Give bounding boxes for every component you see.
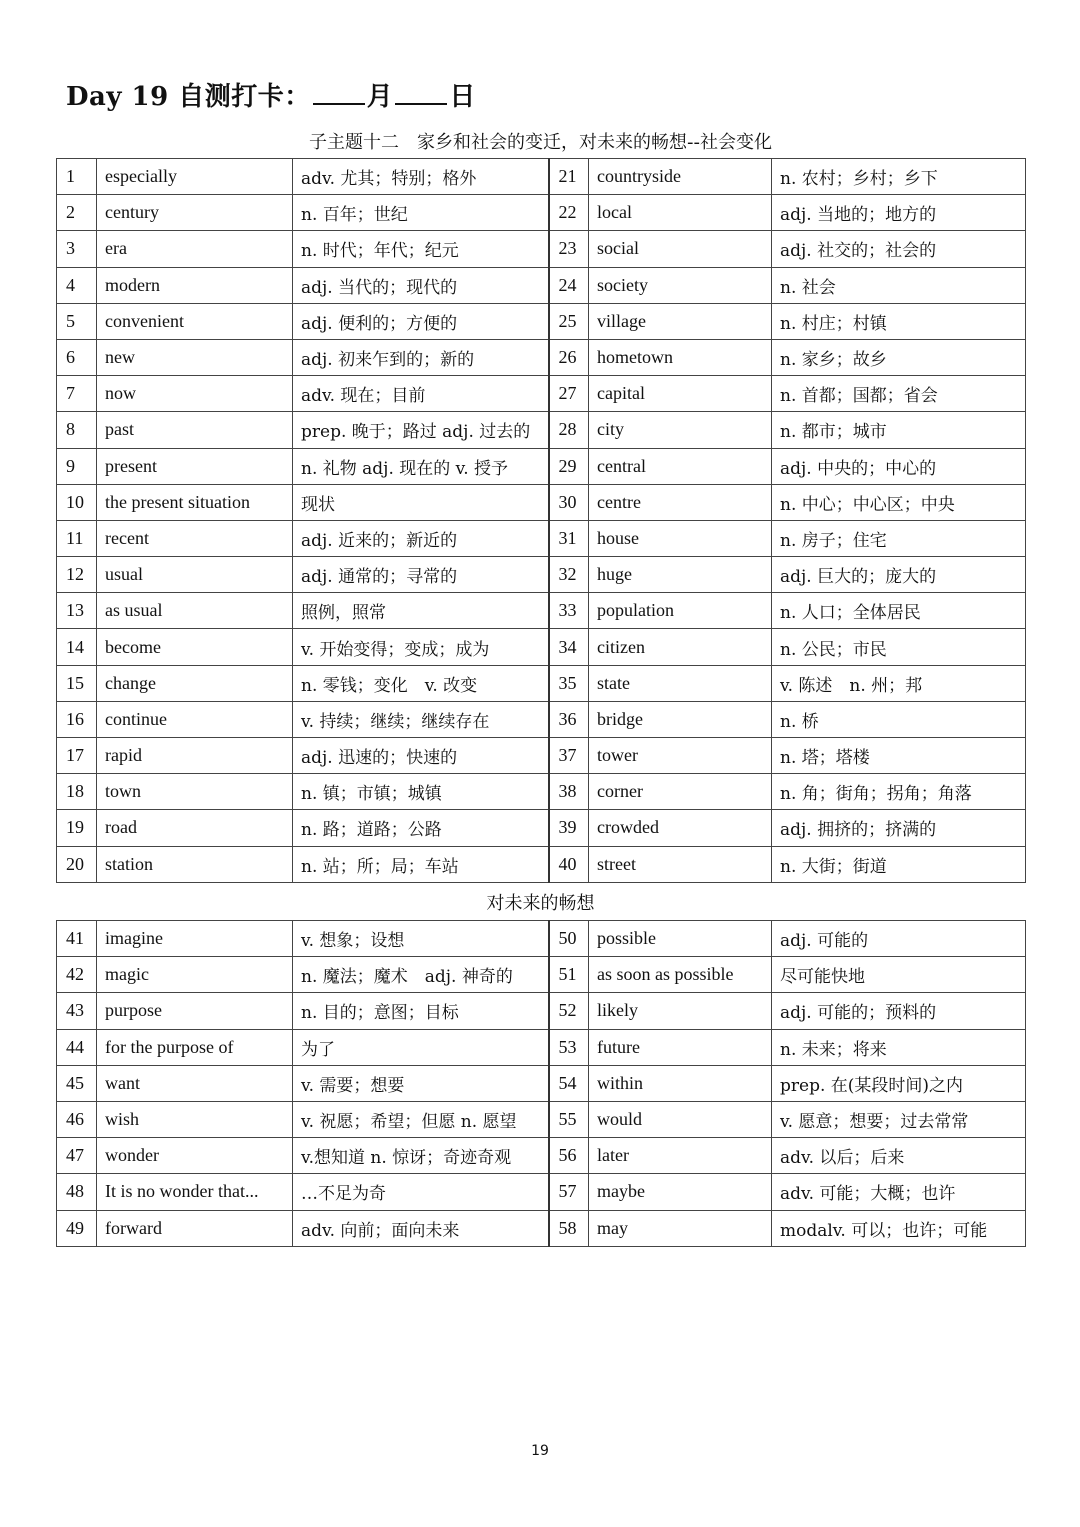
title-prefix: Day 19 自测打卡： — [66, 82, 311, 112]
entry-number: 41 — [57, 921, 97, 957]
entry-definition: n. 镇；市镇；城镇 — [293, 774, 549, 810]
page-number: 19 — [531, 1443, 549, 1459]
entry-word: It is no wonder that... — [97, 1174, 293, 1210]
entry-number: 54 — [549, 1065, 589, 1101]
entry-number: 33 — [549, 593, 589, 629]
entry-number: 15 — [57, 665, 97, 701]
entry-definition: prep. 晚于；路过 adj. 过去的 — [293, 412, 549, 448]
entry-word: may — [589, 1210, 772, 1246]
entry-number: 31 — [549, 520, 589, 556]
entry-number: 14 — [57, 629, 97, 665]
entry-definition: n. 都市；城市 — [772, 412, 1026, 448]
entry-word: would — [589, 1101, 772, 1137]
table-row — [57, 1029, 1026, 1065]
table-row — [57, 1065, 1026, 1101]
entry-definition: n. 百年；世纪 — [293, 195, 549, 231]
section2-title: 对未来的畅想 — [486, 893, 595, 914]
entry-number: 24 — [549, 267, 589, 303]
entry-definition: v. 需要；想要 — [293, 1065, 549, 1101]
entry-number: 6 — [57, 339, 97, 375]
entry-number: 38 — [549, 774, 589, 810]
entry-definition: adj. 初来乍到的；新的 — [293, 339, 549, 375]
entry-number: 22 — [549, 195, 589, 231]
entry-word: present — [97, 448, 293, 484]
entry-definition: adv. 向前；面向未来 — [293, 1210, 549, 1246]
entry-definition: v. 祝愿；希望；但愿 n. 愿望 — [293, 1101, 549, 1137]
entry-definition: adv. 可能；大概；也许 — [772, 1174, 1026, 1210]
entry-definition: …不足为奇 — [293, 1174, 549, 1210]
entry-number: 50 — [549, 921, 589, 957]
entry-number: 2 — [57, 195, 97, 231]
entry-number: 51 — [549, 957, 589, 993]
entry-definition: adj. 中央的；中心的 — [772, 448, 1026, 484]
entry-number: 25 — [549, 303, 589, 339]
table-row — [57, 593, 1026, 629]
entry-word: city — [589, 412, 772, 448]
entry-definition: n. 农村；乡村；乡下 — [772, 159, 1026, 195]
table-row — [57, 738, 1026, 774]
entry-number: 12 — [57, 557, 97, 593]
entry-word: bridge — [589, 701, 772, 737]
entry-definition: n. 首都；国都；省会 — [772, 376, 1026, 412]
entry-word: convenient — [97, 303, 293, 339]
entry-definition: n. 家乡；故乡 — [772, 339, 1026, 375]
entry-word: change — [97, 665, 293, 701]
entry-word: continue — [97, 701, 293, 737]
entry-word: especially — [97, 159, 293, 195]
entry-definition: 照例，照常 — [293, 593, 549, 629]
entry-word: corner — [589, 774, 772, 810]
entry-number: 40 — [549, 846, 589, 882]
entry-word: for the purpose of — [97, 1029, 293, 1065]
table-row — [57, 303, 1026, 339]
entry-number: 11 — [57, 520, 97, 556]
entry-definition: adv. 以后；后来 — [772, 1138, 1026, 1174]
entry-word: hometown — [589, 339, 772, 375]
entry-definition: n. 中心；中心区；中央 — [772, 484, 1026, 520]
entry-word: crowded — [589, 810, 772, 846]
vocab-table-social-change — [56, 158, 1026, 883]
entry-definition: adj. 通常的；寻常的 — [293, 557, 549, 593]
entry-definition: adj. 当地的；地方的 — [772, 195, 1026, 231]
table-row — [57, 484, 1026, 520]
entry-definition: adj. 社交的；社会的 — [772, 231, 1026, 267]
entry-word: central — [589, 448, 772, 484]
entry-number: 42 — [57, 957, 97, 993]
entry-word: future — [589, 1029, 772, 1065]
entry-definition: n. 公民；市民 — [772, 629, 1026, 665]
entry-definition: n. 未来；将来 — [772, 1029, 1026, 1065]
entry-number: 53 — [549, 1029, 589, 1065]
entry-number: 10 — [57, 484, 97, 520]
entry-number: 13 — [57, 593, 97, 629]
table-row — [57, 629, 1026, 665]
table-row — [57, 339, 1026, 375]
entry-number: 45 — [57, 1065, 97, 1101]
entry-definition: adv. 尤其；特别；格外 — [293, 159, 549, 195]
entry-number: 23 — [549, 231, 589, 267]
entry-number: 49 — [57, 1210, 97, 1246]
entry-word: society — [589, 267, 772, 303]
entry-number: 57 — [549, 1174, 589, 1210]
table-body — [57, 921, 1026, 1247]
entry-definition: adj. 可能的；预料的 — [772, 993, 1026, 1029]
entry-definition: n. 房子；住宅 — [772, 520, 1026, 556]
entry-word: past — [97, 412, 293, 448]
entry-number: 20 — [57, 846, 97, 882]
entry-definition: n. 村庄；村镇 — [772, 303, 1026, 339]
entry-number: 36 — [549, 701, 589, 737]
entry-word: forward — [97, 1210, 293, 1246]
entry-number: 5 — [57, 303, 97, 339]
entry-definition: adj. 迅速的；快速的 — [293, 738, 549, 774]
table-row — [57, 267, 1026, 303]
month-label: 月 — [366, 82, 394, 112]
entry-word: tower — [589, 738, 772, 774]
entry-definition: n. 人口；全体居民 — [772, 593, 1026, 629]
entry-number: 17 — [57, 738, 97, 774]
entry-definition: prep. 在(某段时间)之内 — [772, 1065, 1026, 1101]
entry-definition: n. 魔法；魔术 adj. 神奇的 — [293, 957, 549, 993]
entry-number: 48 — [57, 1174, 97, 1210]
entry-word: village — [589, 303, 772, 339]
table-row — [57, 993, 1026, 1029]
entry-definition: adj. 便利的；方便的 — [293, 303, 549, 339]
entry-word: social — [589, 231, 772, 267]
entry-definition: v. 持续；继续；继续存在 — [293, 701, 549, 737]
entry-word: the present situation — [97, 484, 293, 520]
table-row — [57, 557, 1026, 593]
table-row — [57, 412, 1026, 448]
entry-definition: 尽可能快地 — [772, 957, 1026, 993]
entry-word: imagine — [97, 921, 293, 957]
entry-definition: n. 社会 — [772, 267, 1026, 303]
entry-word: recent — [97, 520, 293, 556]
entry-number: 16 — [57, 701, 97, 737]
entry-word: maybe — [589, 1174, 772, 1210]
entry-number: 19 — [57, 810, 97, 846]
entry-number: 7 — [57, 376, 97, 412]
table-row — [57, 520, 1026, 556]
entry-word: purpose — [97, 993, 293, 1029]
entry-definition: n. 目的；意图；目标 — [293, 993, 549, 1029]
entry-word: wish — [97, 1101, 293, 1137]
entry-number: 52 — [549, 993, 589, 1029]
entry-word: likely — [589, 993, 772, 1029]
table-row — [57, 376, 1026, 412]
entry-word: century — [97, 195, 293, 231]
entry-word: possible — [589, 921, 772, 957]
entry-word: capital — [589, 376, 772, 412]
section1-title: 子主题十二 家乡和社会的变迁，对未来的畅想--社会变化 — [309, 132, 772, 153]
entry-number: 56 — [549, 1138, 589, 1174]
entry-definition: v. 愿意；想要；过去常常 — [772, 1101, 1026, 1137]
entry-word: population — [589, 593, 772, 629]
entry-number: 28 — [549, 412, 589, 448]
entry-definition: v. 开始变得；变成；成为 — [293, 629, 549, 665]
entry-word: within — [589, 1065, 772, 1101]
table-row — [57, 1138, 1026, 1174]
entry-number: 43 — [57, 993, 97, 1029]
table-body — [57, 159, 1026, 883]
entry-number: 55 — [549, 1101, 589, 1137]
entry-definition: adj. 近来的；新近的 — [293, 520, 549, 556]
table-row — [57, 1101, 1026, 1137]
table-row — [57, 846, 1026, 882]
entry-word: centre — [589, 484, 772, 520]
table-row — [57, 1210, 1026, 1246]
entry-number: 9 — [57, 448, 97, 484]
entry-number: 32 — [549, 557, 589, 593]
table-row — [57, 448, 1026, 484]
entry-word: rapid — [97, 738, 293, 774]
entry-word: new — [97, 339, 293, 375]
entry-definition: n. 礼物 adj. 现在的 v. 授予 — [293, 448, 549, 484]
entry-word: era — [97, 231, 293, 267]
entry-definition: n. 站；所；局；车站 — [293, 846, 549, 882]
entry-word: become — [97, 629, 293, 665]
entry-definition: n. 零钱；变化 v. 改变 — [293, 665, 549, 701]
entry-definition: adj. 巨大的；庞大的 — [772, 557, 1026, 593]
entry-definition: v. 陈述 n. 州；邦 — [772, 665, 1026, 701]
entry-word: street — [589, 846, 772, 882]
page-title — [66, 76, 476, 113]
entry-definition: n. 时代；年代；纪元 — [293, 231, 549, 267]
entry-word: usual — [97, 557, 293, 593]
entry-word: state — [589, 665, 772, 701]
entry-number: 8 — [57, 412, 97, 448]
entry-word: house — [589, 520, 772, 556]
entry-number: 18 — [57, 774, 97, 810]
entry-definition: n. 塔；塔楼 — [772, 738, 1026, 774]
entry-definition: adj. 拥挤的；挤满的 — [772, 810, 1026, 846]
entry-number: 46 — [57, 1101, 97, 1137]
entry-word: town — [97, 774, 293, 810]
table-row — [57, 957, 1026, 993]
table-row — [57, 195, 1026, 231]
table-row — [57, 921, 1026, 957]
entry-word: as soon as possible — [589, 957, 772, 993]
entry-definition: n. 角；街角；拐角；角落 — [772, 774, 1026, 810]
entry-definition: adj. 可能的 — [772, 921, 1026, 957]
entry-definition: n. 桥 — [772, 701, 1026, 737]
day-label: 日 — [449, 82, 476, 112]
entry-word: modern — [97, 267, 293, 303]
table-row — [57, 701, 1026, 737]
entry-word: countryside — [589, 159, 772, 195]
entry-number: 4 — [57, 267, 97, 303]
table-row — [57, 231, 1026, 267]
table-row — [57, 810, 1026, 846]
entry-number: 44 — [57, 1029, 97, 1065]
entry-number: 21 — [549, 159, 589, 195]
entry-number: 1 — [57, 159, 97, 195]
month-blank — [313, 83, 365, 105]
entry-number: 47 — [57, 1138, 97, 1174]
table-row — [57, 665, 1026, 701]
table-row — [57, 159, 1026, 195]
entry-word: road — [97, 810, 293, 846]
entry-number: 30 — [549, 484, 589, 520]
entry-word: later — [589, 1138, 772, 1174]
day-blank — [395, 83, 447, 105]
entry-definition: adj. 当代的；现代的 — [293, 267, 549, 303]
entry-word: want — [97, 1065, 293, 1101]
entry-number: 3 — [57, 231, 97, 267]
entry-number: 26 — [549, 339, 589, 375]
table-row — [57, 1174, 1026, 1210]
entry-definition: 现状 — [293, 484, 549, 520]
entry-word: citizen — [589, 629, 772, 665]
entry-definition: adv. 现在；目前 — [293, 376, 549, 412]
entry-number: 39 — [549, 810, 589, 846]
entry-number: 29 — [549, 448, 589, 484]
entry-definition: 为了 — [293, 1029, 549, 1065]
entry-word: magic — [97, 957, 293, 993]
table-row — [57, 774, 1026, 810]
entry-definition: v.想知道 n. 惊讶；奇迹奇观 — [293, 1138, 549, 1174]
entry-word: huge — [589, 557, 772, 593]
entry-number: 35 — [549, 665, 589, 701]
entry-definition: modalv. 可以；也许；可能 — [772, 1210, 1026, 1246]
entry-word: local — [589, 195, 772, 231]
entry-word: as usual — [97, 593, 293, 629]
entry-number: 37 — [549, 738, 589, 774]
entry-word: station — [97, 846, 293, 882]
entry-number: 34 — [549, 629, 589, 665]
entry-number: 58 — [549, 1210, 589, 1246]
entry-word: wonder — [97, 1138, 293, 1174]
entry-definition: v. 想象；设想 — [293, 921, 549, 957]
entry-number: 27 — [549, 376, 589, 412]
entry-definition: n. 路；道路；公路 — [293, 810, 549, 846]
entry-definition: n. 大街；街道 — [772, 846, 1026, 882]
vocab-table-future — [56, 920, 1026, 1247]
entry-word: now — [97, 376, 293, 412]
